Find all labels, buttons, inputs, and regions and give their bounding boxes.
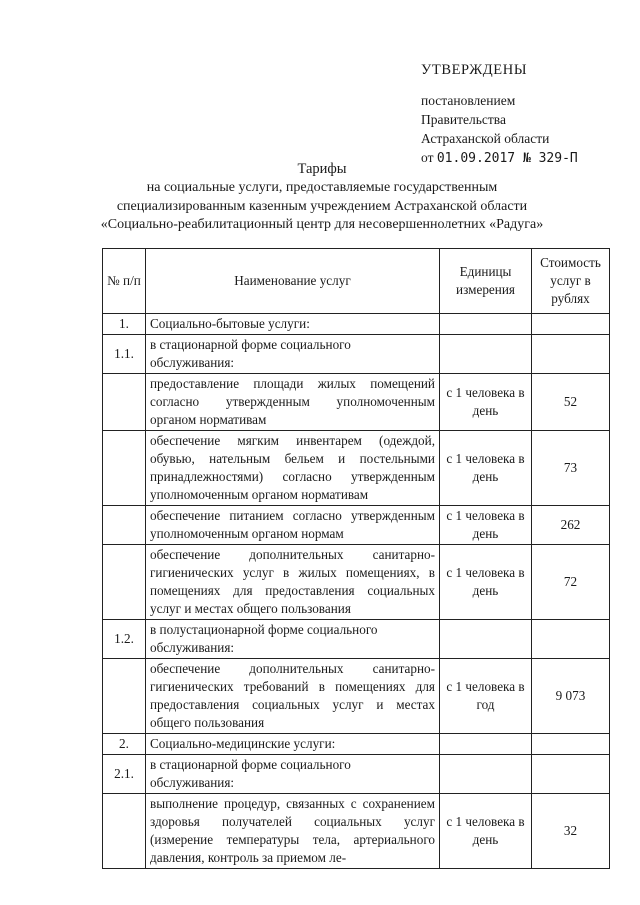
row-name: Социально-медицинские услуги:	[146, 734, 440, 755]
table-row	[103, 506, 610, 545]
row-price: 262	[532, 506, 610, 545]
row-name: в стационарной форме социального обслуживания:	[146, 335, 440, 374]
title-line-2: на социальные услуги, предоставляемые государственным	[146, 180, 498, 195]
row-price: 32	[532, 794, 610, 869]
row-unit	[440, 314, 532, 335]
row-name: обеспечение дополнительных санитарно-гигиенических требований в помещениях для предоставления социальных услуг и местах общего пользования	[146, 659, 440, 734]
row-num	[103, 794, 146, 869]
row-name: в полустационарной форме социального обслуживания:	[146, 620, 440, 659]
row-price	[532, 335, 610, 374]
approval-line-2: Правительства	[421, 112, 506, 127]
row-num: 1.	[103, 314, 146, 335]
approval-line-1: постановлением	[421, 93, 516, 108]
row-price	[532, 314, 610, 335]
row-unit	[440, 755, 532, 794]
document-title	[100, 160, 544, 235]
row-name: обеспечение мягким инвентарем (одеждой, обувью, нательным бельем и постельными принадлежностями) согласно утвержденным уполномоченным органом нормативам	[146, 431, 440, 506]
title-line-1: Тарифы	[297, 161, 347, 177]
table-row	[103, 545, 610, 620]
row-name: выполнение процедур, связанных с сохранением здоровья получателей социальных услуг (измерение температуры тела, артериального давления, контроль за приемом ле-	[146, 794, 440, 869]
row-unit	[440, 734, 532, 755]
row-unit: с 1 человека в день	[440, 431, 532, 506]
row-price	[532, 620, 610, 659]
approval-date-prefix: от	[421, 150, 434, 165]
table-row	[103, 734, 610, 755]
row-name: обеспечение питанием согласно утвержденным уполномоченным органом нормам	[146, 506, 440, 545]
row-unit: с 1 человека в год	[440, 659, 532, 734]
row-num: 1.1.	[103, 335, 146, 374]
header-unit: Единицы измерения	[440, 249, 532, 314]
row-price: 9 073	[532, 659, 610, 734]
header-price: Стоимость услуг в рублях	[532, 249, 610, 314]
table-row	[103, 314, 610, 335]
row-name: обеспечение дополнительных санитарно-гигиенических услуг в жилых помещениях, в помещениях для предоставления социальных услуг и местах общего пользования	[146, 545, 440, 620]
tariffs-table	[102, 248, 610, 869]
row-num	[103, 374, 146, 431]
row-name: Социально-бытовые услуги:	[146, 314, 440, 335]
approval-heading: УТВЕРЖДЕНЫ	[421, 62, 528, 78]
row-price: 73	[532, 431, 610, 506]
row-unit: с 1 человека в день	[440, 545, 532, 620]
row-num: 2.1.	[103, 755, 146, 794]
table-row	[103, 755, 610, 794]
row-price	[532, 734, 610, 755]
header-name: Наименование услуг	[146, 249, 440, 314]
row-unit: с 1 человека в день	[440, 794, 532, 869]
table-header-row	[103, 249, 610, 314]
table-row	[103, 794, 610, 869]
header-num: № п/п	[103, 249, 146, 314]
table-row	[103, 431, 610, 506]
row-num: 2.	[103, 734, 146, 755]
row-num	[103, 506, 146, 545]
row-num	[103, 431, 146, 506]
row-price: 72	[532, 545, 610, 620]
approval-block	[421, 62, 621, 168]
approval-line-3: Астраханской области	[421, 131, 550, 146]
row-unit: с 1 человека в день	[440, 506, 532, 545]
title-line-4: «Социально-реабилитационный центр для несовершеннолетних «Радуга»	[100, 217, 544, 232]
row-price	[532, 755, 610, 794]
table-row	[103, 374, 610, 431]
title-line-3: специализированным казенным учреждением Астраханской области	[116, 198, 528, 214]
row-num	[103, 545, 146, 620]
table-row	[103, 620, 610, 659]
row-unit: с 1 человека в день	[440, 374, 532, 431]
row-name: предоставление площади жилых помещений согласно утвержденным уполномоченным органом нормативам	[146, 374, 440, 431]
table-row	[103, 335, 610, 374]
row-unit	[440, 620, 532, 659]
row-num	[103, 659, 146, 734]
approval-date-value: 01.09.2017 № 329-П	[436, 151, 578, 166]
row-name: в стационарной форме социального обслуживания:	[146, 755, 440, 794]
row-num: 1.2.	[103, 620, 146, 659]
table-row	[103, 659, 610, 734]
row-unit	[440, 335, 532, 374]
row-price: 52	[532, 374, 610, 431]
